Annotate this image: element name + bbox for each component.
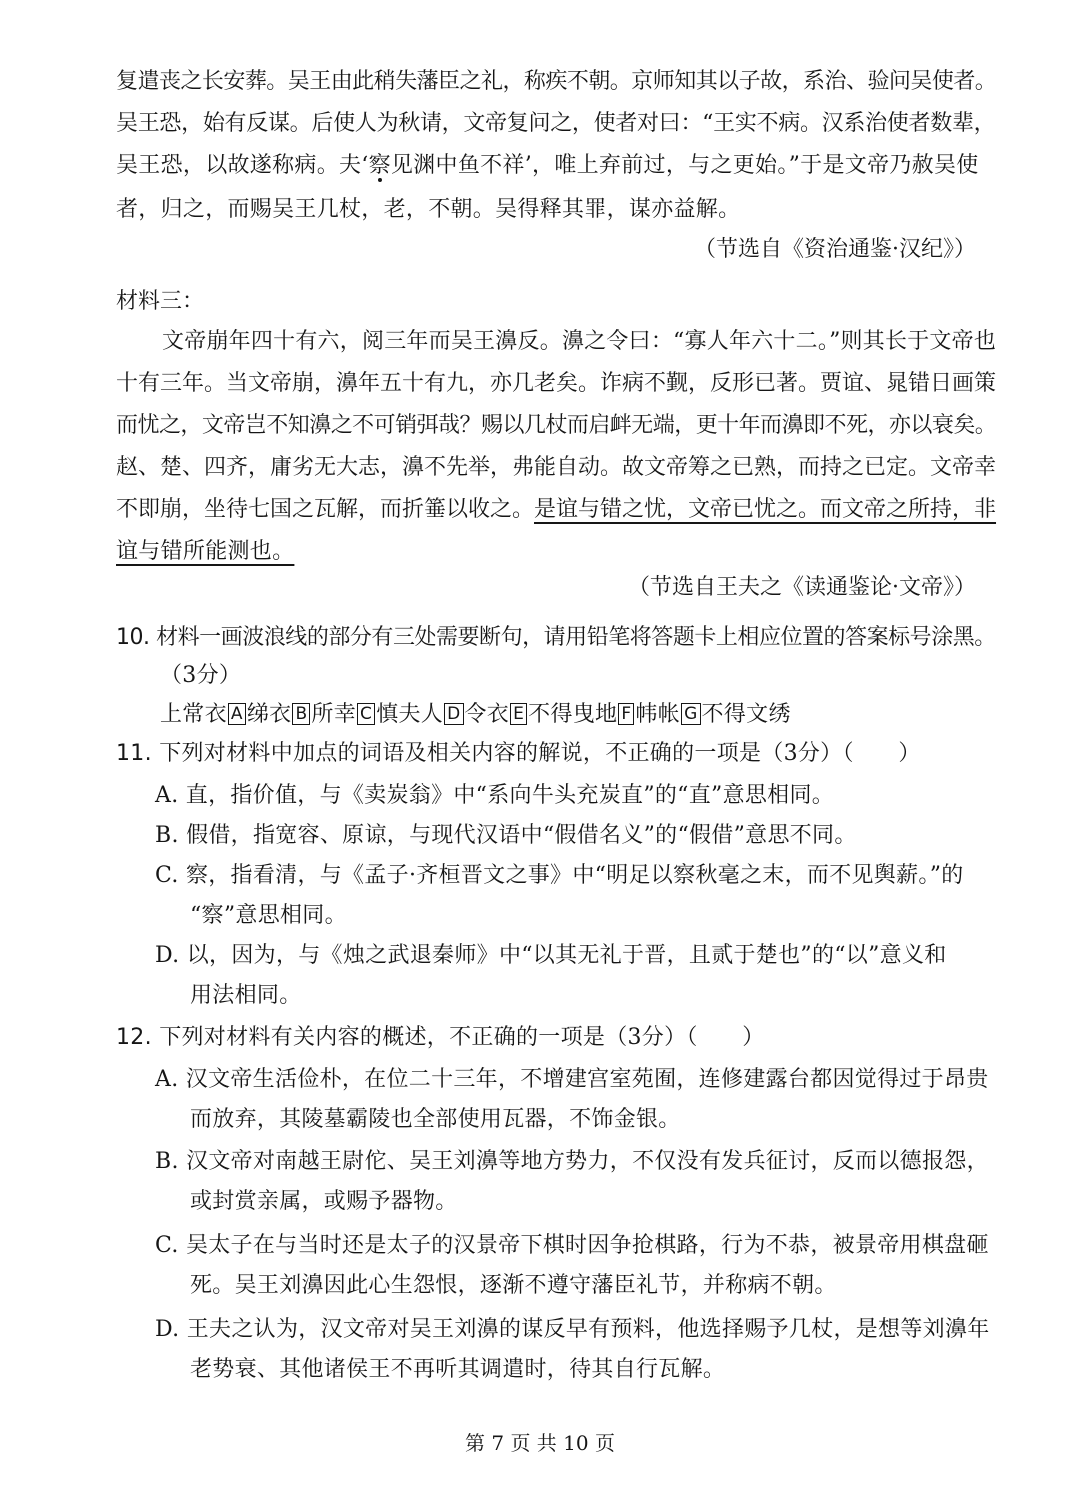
option-text: 吴太子在与当时还是太子的汉景帝下棋时因争抢棋路，行为不恭，被景帝用棋盘砸 bbox=[185, 1233, 989, 1258]
passage-line bbox=[116, 532, 294, 572]
option-a[interactable] bbox=[155, 776, 834, 816]
segment-text: 所幸 bbox=[311, 702, 357, 727]
option-text: 直，指价值，与《卖炭翁》中“系向牛头充炭直”的“直”意思相同。 bbox=[185, 783, 835, 808]
option-text: 汉文帝生活俭朴，在位二十三年，不增建宫室苑囿，连修建露台都因觉得过于昂贵 bbox=[185, 1067, 989, 1092]
underlined-sentence: 谊与错所能测也。 bbox=[116, 539, 295, 564]
question-11-stem bbox=[116, 734, 921, 774]
question-number: 12. bbox=[116, 1025, 152, 1050]
option-text: 以，因为，与《烛之武退秦师》中“以其无礼于晋，且贰于楚也”的“以”意义和 bbox=[186, 943, 947, 968]
segment-text: 帏帐 bbox=[635, 702, 681, 727]
option-a[interactable] bbox=[155, 1060, 989, 1100]
option-text-cont: 或封赏亲属，或赐予器物。 bbox=[190, 1189, 458, 1214]
option-text-cont: 死。吴王刘濞因此心生怨恨，逐渐不遵守藩臣礼节，并称病不朝。 bbox=[190, 1273, 837, 1298]
source-citation: （节选自《资治通鉴·汉纪》） bbox=[694, 237, 976, 262]
option-label: B. bbox=[155, 823, 179, 848]
answer-label-box[interactable]: C bbox=[357, 703, 375, 725]
answer-label-box[interactable]: B bbox=[292, 703, 310, 725]
segment-text: 慎夫人 bbox=[376, 702, 444, 727]
question-10-stem bbox=[116, 618, 996, 658]
option-c[interactable] bbox=[155, 1226, 989, 1266]
option-text: 察，指看清，与《孟子·齐桓晋文之事》中“明足以察秋毫之末，而不见舆薪。”的 bbox=[185, 863, 964, 888]
passage-line: 吴王恐，始有反谋。后使人为秋请，文帝复问之，使者对曰：“王实不病。汉系治使者数辈， bbox=[116, 111, 996, 136]
passage-line: 文帝崩年四十有六，阅三年而吴王濞反。濞之令曰：“寡人年六十二。”则其长于文帝也 bbox=[162, 329, 997, 354]
passage-text: 吴王恐，以故遂称病。夫‘ bbox=[116, 153, 369, 178]
passage-line: 十有三年。当文帝崩，濞年五十有九，亦几老矣。诈病不觐，反形已著。贾谊、晁错日画策 bbox=[116, 371, 997, 396]
passage-text: 见渊中鱼不祥’，唯上弃前过，与之更始。”于是文帝乃赦吴使 bbox=[390, 153, 979, 178]
question-12-stem bbox=[116, 1018, 765, 1058]
option-label: C. bbox=[155, 863, 179, 888]
answer-label-box[interactable]: E bbox=[510, 703, 527, 725]
passage-text: 不即崩，坐待七国之瓦解，而折箠以收之。 bbox=[116, 497, 535, 522]
passage-line: 者，归之，而赐吴王几杖，老，不朝。吴得释其罪，谋亦益解。 bbox=[116, 197, 741, 222]
option-d[interactable] bbox=[155, 1310, 990, 1350]
question-number: 10. bbox=[116, 625, 150, 650]
sentence-break-options bbox=[160, 695, 791, 735]
section-heading: 材料三： bbox=[116, 289, 205, 314]
answer-label-box[interactable]: D bbox=[444, 703, 463, 725]
question-text: 下列对材料中加点的词语及相关内容的解说，不正确的一项是（3分）（ ） bbox=[159, 741, 921, 766]
passage-line bbox=[116, 146, 979, 186]
option-text: 汉文帝对南越王尉佗、吴王刘濞等地方势力，不仅没有发兵征讨，反而以德报怨， bbox=[186, 1149, 989, 1174]
passage-line: 而忧之，文帝岂不知濞之不可销弭哉？赐以几杖而启衅无端，更十年而濞即不死，亦以衰矣。 bbox=[116, 413, 997, 438]
answer-label-box[interactable]: A bbox=[228, 703, 246, 725]
underlined-sentence: 是谊与错之忧，文帝已忧之。而文帝之所持，非 bbox=[534, 497, 997, 522]
option-text: 假借，指宽容、原谅，与现代汉语中“假借名义”的“假借”意思不同。 bbox=[186, 823, 857, 848]
option-b[interactable] bbox=[155, 1142, 989, 1182]
segment-text: 上常衣 bbox=[160, 702, 227, 727]
question-text: 材料一画波浪线的部分有三处需要断句，请用铅笔将答题卡上相应位置的答案标号涂黑。 bbox=[156, 625, 996, 650]
segment-text: 绨衣 bbox=[246, 702, 292, 727]
segment-text: 令衣 bbox=[464, 702, 510, 727]
option-label: D. bbox=[155, 943, 180, 968]
option-text-cont: 老势衰、其他诸侯王不再听其调遣时，待其自行瓦解。 bbox=[190, 1357, 726, 1382]
question-number: 11. bbox=[116, 741, 152, 766]
emphasis-dotted-char: 察 bbox=[368, 153, 391, 178]
answer-label-box[interactable]: F bbox=[618, 703, 634, 725]
option-text: 王夫之认为，汉文帝对吴王刘濞的谋反早有预料，他选择赐予几杖，是想等刘濞年 bbox=[186, 1317, 990, 1342]
page-number-footer: 第 7 页 共 10 页 bbox=[465, 1431, 615, 1455]
option-label: B. bbox=[155, 1149, 179, 1174]
source-citation: （节选自王夫之《读通鉴论·文帝》） bbox=[628, 575, 976, 600]
segment-text: 不得文绣 bbox=[701, 702, 791, 727]
option-label: C. bbox=[155, 1233, 179, 1258]
passage-line: 赵、楚、四齐，庸劣无大志，濞不先举，弗能自动。故文帝筹之已熟，而持之已定。文帝幸 bbox=[116, 455, 997, 480]
option-text-cont: “察”意思相同。 bbox=[190, 903, 347, 928]
answer-label-box[interactable]: G bbox=[681, 703, 700, 725]
option-text-cont: 用法相同。 bbox=[190, 983, 302, 1008]
segment-text: 不得曳地 bbox=[528, 702, 618, 727]
option-b[interactable] bbox=[155, 816, 857, 856]
passage-line: 复遣丧之长安葬。吴王由此稍失藩臣之礼，称疾不朝。京师知其以子故，系治、验问吴使者。 bbox=[116, 69, 997, 94]
option-label: A. bbox=[155, 1067, 179, 1092]
option-c[interactable] bbox=[155, 856, 964, 896]
option-d[interactable] bbox=[155, 936, 947, 976]
question-score: （3分） bbox=[160, 663, 242, 688]
question-text: 下列对材料有关内容的概述，不正确的一项是（3分）（ ） bbox=[159, 1025, 765, 1050]
passage-line bbox=[116, 490, 996, 530]
option-label: A. bbox=[155, 783, 179, 808]
option-text-cont: 而放弃，其陵墓霸陵也全部使用瓦器，不饰金银。 bbox=[190, 1107, 681, 1132]
option-label: D. bbox=[155, 1317, 180, 1342]
